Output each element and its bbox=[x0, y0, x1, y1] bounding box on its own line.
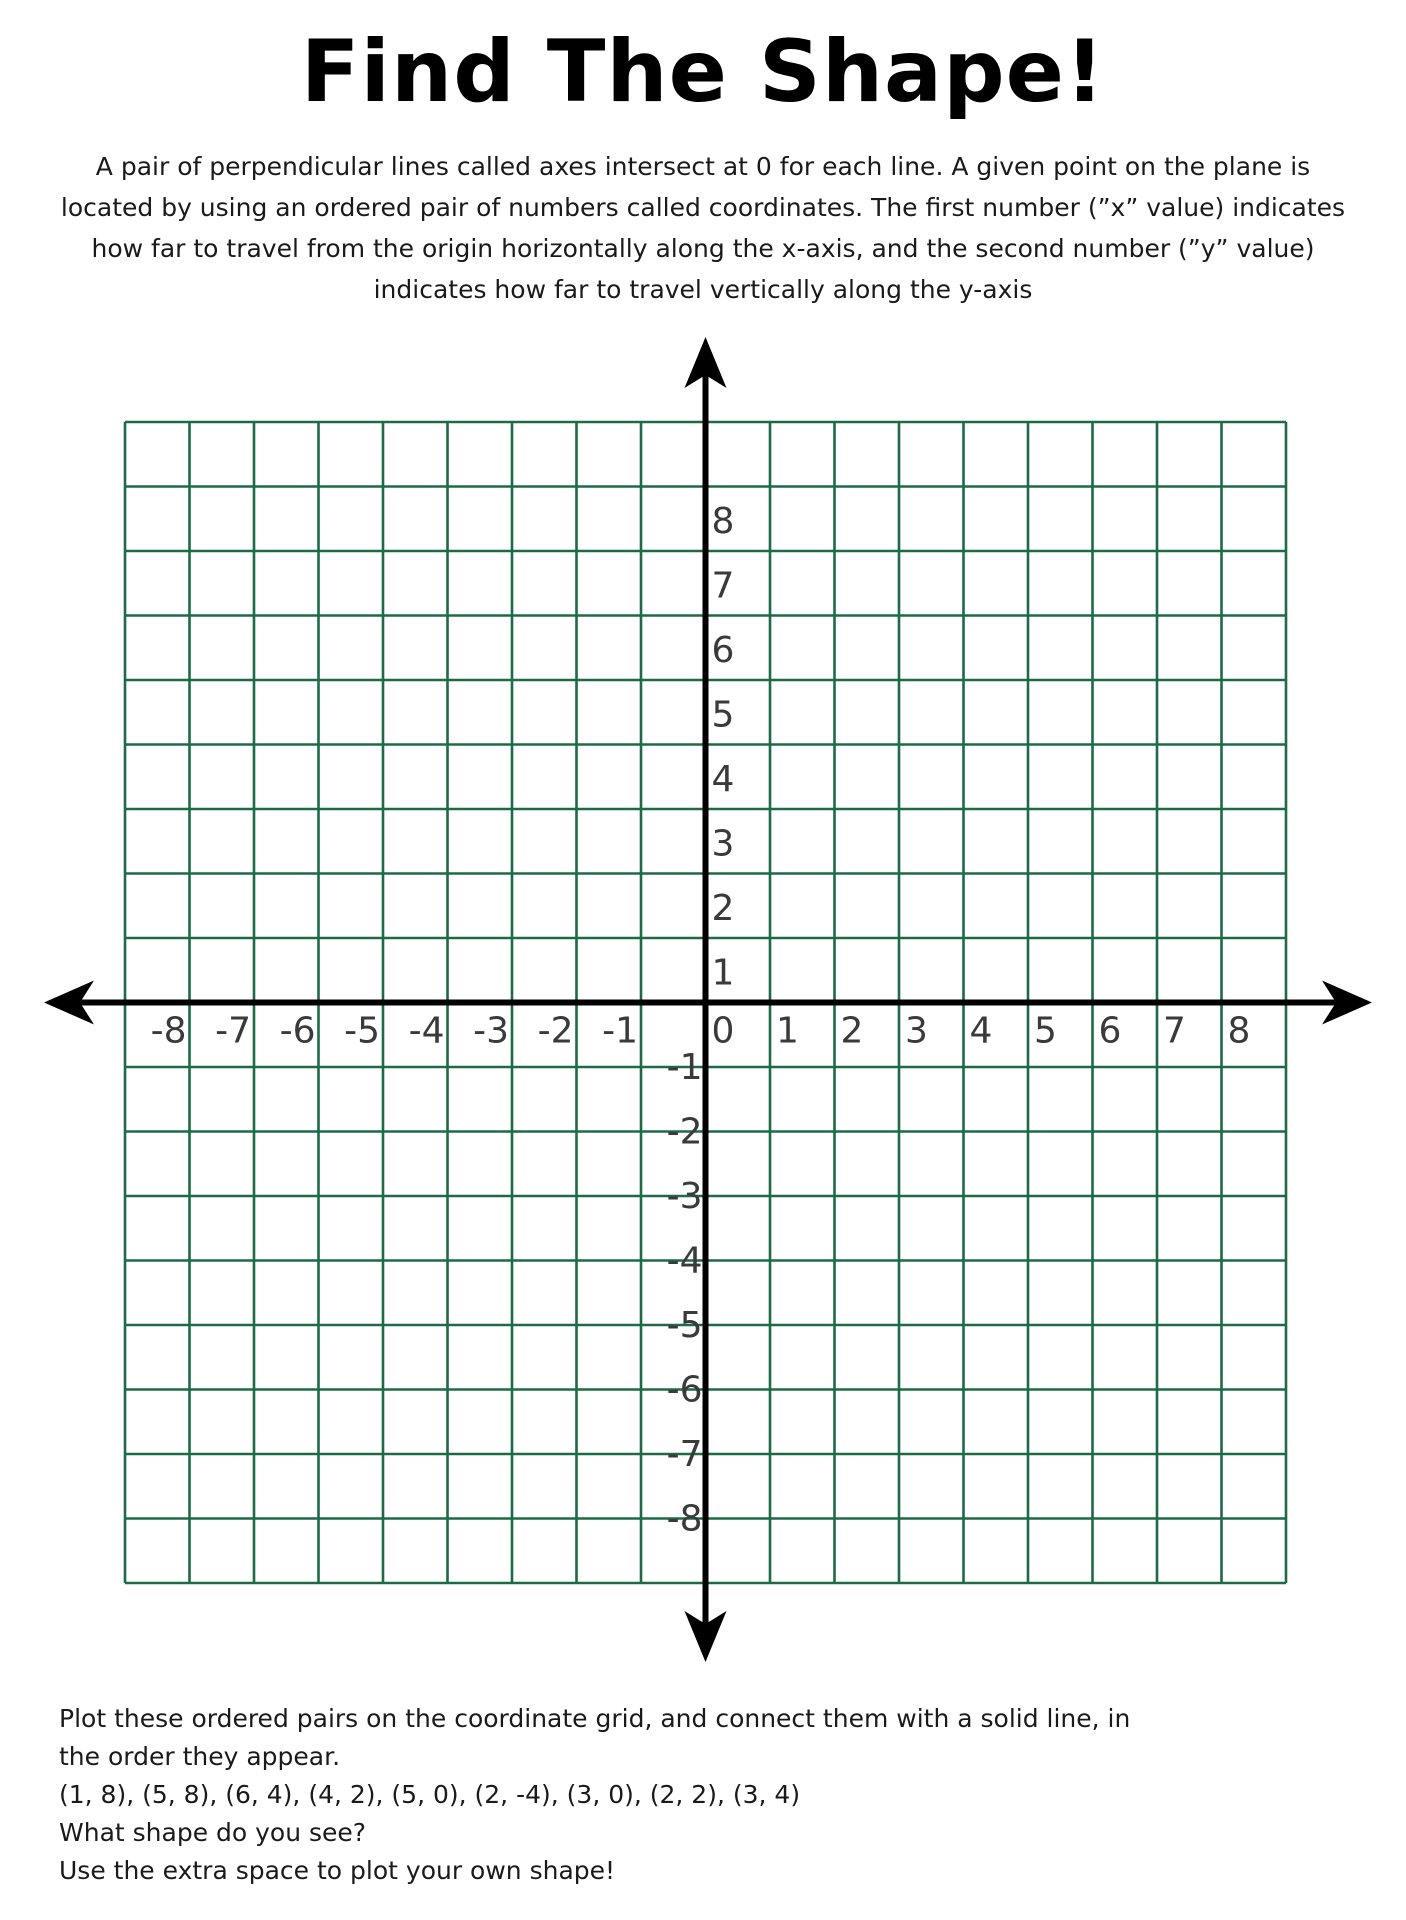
x-tick-label: -6 bbox=[279, 1010, 316, 1052]
x-tick-label: -2 bbox=[537, 1010, 574, 1052]
x-tick-label: -5 bbox=[344, 1010, 380, 1052]
y-tick-label: 1 bbox=[711, 952, 735, 994]
y-tick-label: 2 bbox=[711, 887, 735, 929]
y-tick-label: -8 bbox=[666, 1498, 703, 1540]
x-tick-label: -1 bbox=[602, 1010, 638, 1052]
y-tick-label: 5 bbox=[711, 694, 735, 736]
x-tick-label: 4 bbox=[969, 1010, 993, 1052]
y-tick-label: -2 bbox=[666, 1111, 703, 1153]
x-tick-label: 8 bbox=[1227, 1010, 1251, 1052]
y-tick-label: -5 bbox=[666, 1305, 703, 1346]
x-tick-label: -4 bbox=[408, 1010, 445, 1052]
y-tick-label: -1 bbox=[666, 1047, 703, 1088]
x-tick-label: 3 bbox=[905, 1010, 928, 1052]
y-tick-label: -3 bbox=[666, 1176, 703, 1217]
page-title: Find The Shape! bbox=[300, 22, 1106, 122]
tick-labels bbox=[151, 501, 1251, 1540]
x-tick-label: -7 bbox=[215, 1010, 251, 1052]
intro-paragraph: A pair of perpendicular lines called axes intersect at 0 for each line. A given point on the plane is located by using an ordered pair of numbers called coordinates. The first number (”x” value) indicates how far to travel from the origin horizontally along the x-axis, and the second number (”y” value) indicates how far to travel vertically along the y-axis bbox=[60, 152, 1346, 304]
axes bbox=[44, 337, 1372, 1662]
x-tick-label: 7 bbox=[1163, 1010, 1186, 1052]
instructions-line-1: Plot these ordered pairs on the coordinate grid, and connect them with a solid line, in bbox=[59, 1704, 1131, 1733]
ordered-pairs: (1, 8), (5, 8), (6, 4), (4, 2), (5, 0), (2, -4), (3, 0), (2, 2), (3, 4) bbox=[59, 1780, 801, 1809]
x-tick-label: 1 bbox=[776, 1010, 799, 1052]
y-tick-label: 6 bbox=[711, 629, 735, 671]
x-tick-label: -8 bbox=[150, 1010, 187, 1052]
extra-space-note: Use the extra space to plot your own shape! bbox=[59, 1856, 616, 1885]
x-tick-label: -3 bbox=[473, 1010, 509, 1052]
y-tick-label: -7 bbox=[666, 1434, 703, 1475]
y-tick-label: 7 bbox=[711, 565, 735, 607]
x-tick-label: 2 bbox=[840, 1010, 864, 1052]
y-tick-label: 8 bbox=[711, 500, 735, 542]
y-tick-label: -6 bbox=[666, 1369, 703, 1411]
y-tick-label: -4 bbox=[666, 1240, 703, 1282]
instructions-line-2: the order they appear. bbox=[59, 1742, 341, 1771]
x-tick-label: 6 bbox=[1098, 1010, 1122, 1052]
y-tick-label: 4 bbox=[711, 758, 735, 800]
x-tick-label: 0 bbox=[711, 1010, 735, 1052]
instructions bbox=[59, 1700, 1359, 1890]
x-tick-label: 5 bbox=[1034, 1010, 1057, 1052]
y-tick-label: 3 bbox=[711, 823, 735, 865]
shape-question: What shape do you see? bbox=[59, 1818, 367, 1847]
